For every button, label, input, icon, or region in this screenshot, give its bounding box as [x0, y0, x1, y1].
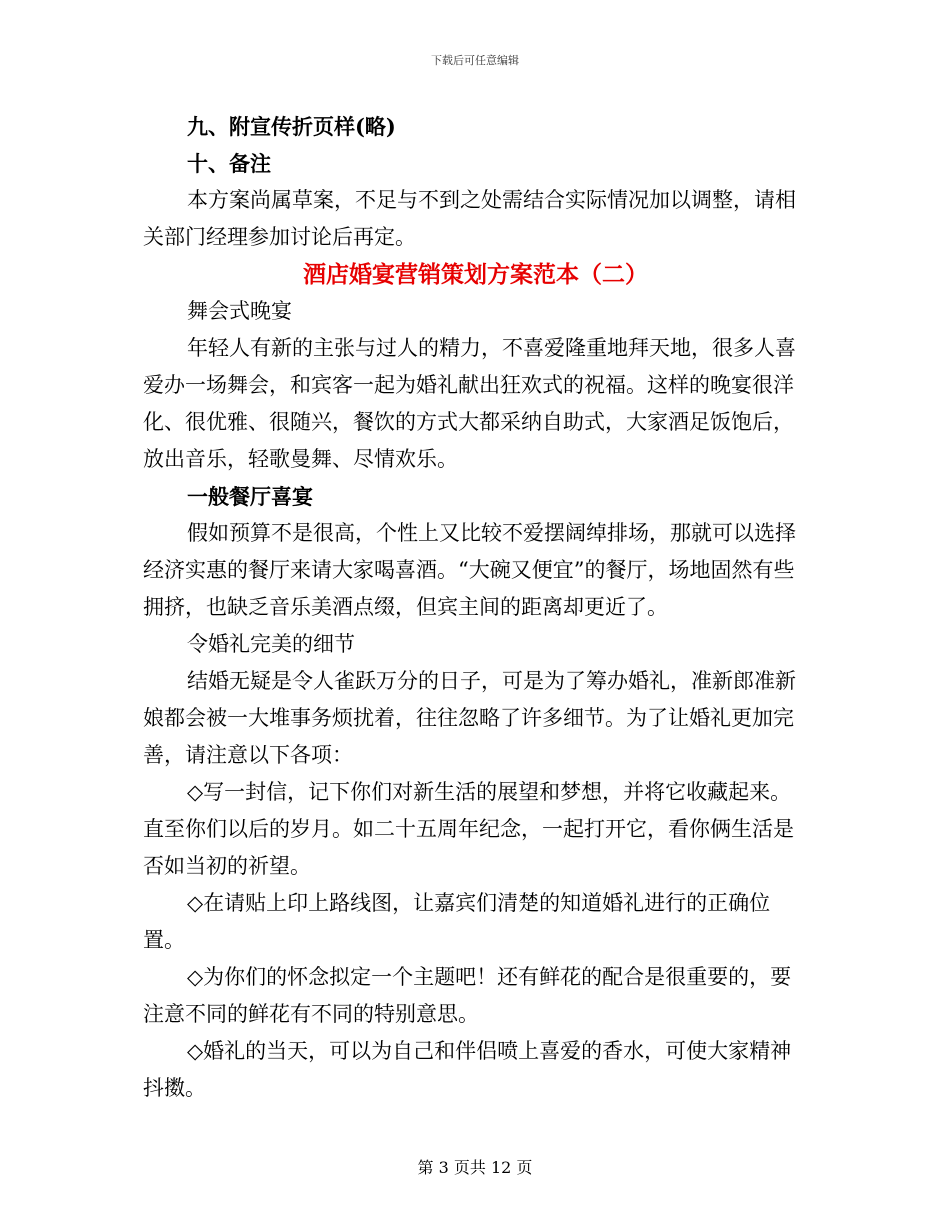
- section-10-heading: 十、备注: [187, 151, 271, 176]
- detail-item-letter: ◇写一封信，记下你们对新生活的展望和梦想，并将它收藏起来。直至你们以后的岁月。如二十五周年纪念，一起打开它，看你俩生活是否如当初的祈望。: [143, 780, 794, 878]
- details-heading: 令婚礼完美的细节: [187, 632, 355, 656]
- detail-item-theme: ◇为你们的怀念拟定一个主题吧！还有鲜花的配合是很重要的，要注意不同的鲜花有不同的特别意思。: [143, 965, 792, 1026]
- page-footer: 第 3 页共 12 页: [417, 1158, 533, 1177]
- dance-body: 年轻人有新的主张与过人的精力，不喜爱隆重地拜天地，很多人喜爱办一场舞会，和宾客一起为婚礼献出狂欢式的祝福。这样的晚宴很洋化、很优雅、很随兴，餐饮的方式大都采纳自助式，大家酒足饭饱后，放出音乐，轻歌曼舞、尽情欢乐。: [143, 336, 796, 471]
- dance-heading: 舞会式晚宴: [187, 299, 292, 323]
- detail-item-perfume: ◇婚礼的当天，可以为自己和伴侣喷上喜爱的香水，可使大家精神抖擞。: [143, 1039, 792, 1100]
- page-header: 下载后可任意编辑: [431, 54, 519, 67]
- restaurant-body: 假如预算不是很高，个性上又比较不爱摆阔绰排场，那就可以选择经济实惠的餐厅来请大家喝喜酒。“大碗又便宜”的餐厅，场地固然有些拥挤，也缺乏音乐美酒点缀，但宾主间的距离却更近了。: [143, 521, 796, 619]
- section-10-body: 本方案尚属草案，不足与不到之处需结合实际情况加以调整，请相关部门经理参加讨论后再定。: [143, 188, 796, 249]
- details-body: 结婚无疑是令人雀跃万分的日子，可是为了筹办婚礼，准新郎准新娘都会被一大堆事务烦扰着，往往忽略了许多细节。为了让婚礼更加完善，请注意以下各项：: [143, 669, 796, 767]
- document-body: [143, 108, 808, 1107]
- detail-item-route-map: ◇在请贴上印上路线图，让嘉宾们清楚的知道婚礼进行的正确位置。: [143, 891, 771, 952]
- restaurant-heading: 一般餐厅喜宴: [187, 484, 313, 509]
- document-title: 酒店婚宴营销策划方案范本（二）: [303, 261, 648, 288]
- section-9-heading: 九、附宣传折页样(略): [187, 114, 396, 139]
